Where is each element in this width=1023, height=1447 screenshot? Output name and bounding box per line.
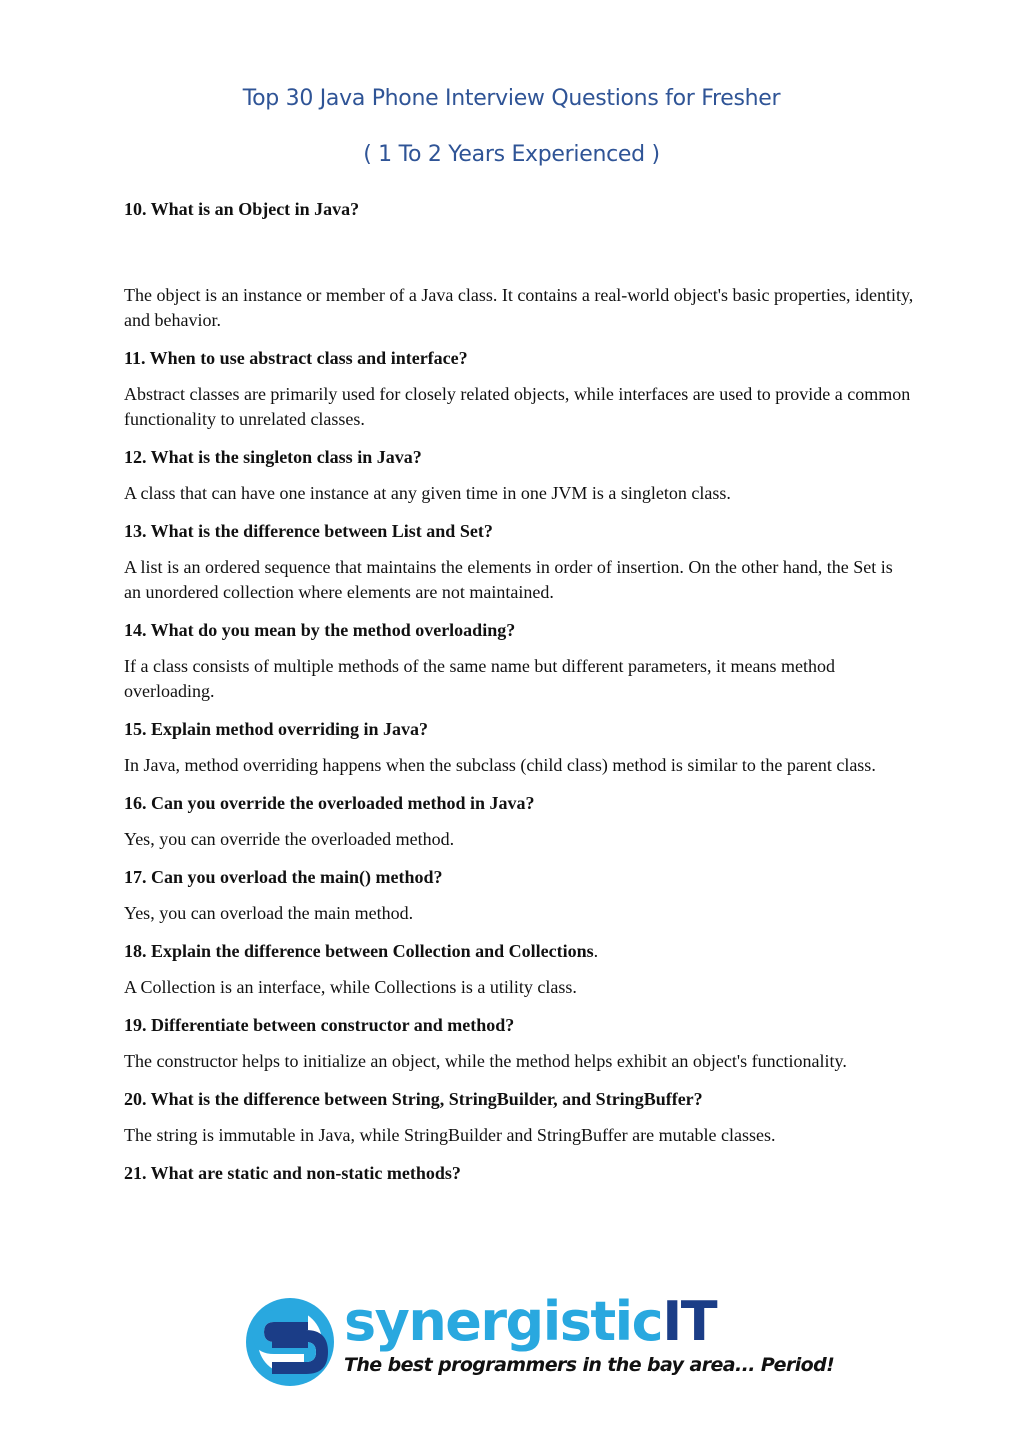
question: 16. Can you override the overloaded method in Java? [124, 793, 535, 813]
qa-item [124, 1088, 914, 1148]
answer: Yes, you can override the overloaded method. [124, 829, 455, 849]
answer: The string is immutable in Java, while StringBuilder and StringBuffer are mutable classes. [124, 1125, 776, 1145]
synergisticit-logo [244, 1290, 835, 1388]
answer: A class that can have one instance at any given time in one JVM is a singleton class. [124, 483, 731, 503]
page-title: Top 30 Java Phone Interview Questions for Fresher [242, 86, 781, 111]
question: 10. What is an Object in Java? [124, 199, 360, 219]
qa-item [124, 1162, 914, 1184]
answer: The object is an instance or member of a Java class. It contains a real-world object's basic properties, identity, and behavior. [124, 285, 914, 330]
question: 12. What is the singleton class in Java? [124, 447, 422, 467]
logo-word-accent: IT [662, 1290, 717, 1353]
qa-item [124, 866, 914, 926]
question [124, 940, 914, 962]
synergistic-s-logo-icon [244, 1296, 336, 1388]
qa-item [124, 718, 914, 778]
answer: A list is an ordered sequence that maintains the elements in order of insertion. On the other hand, the Set is an unordered collection where elements are not maintained. [124, 557, 893, 602]
qa-item [124, 198, 914, 333]
page-subtitle: ( 1 To 2 Years Experienced ) [363, 142, 660, 167]
question-text: 18. Explain the difference between Collection and Collections [124, 941, 594, 961]
answer: Yes, you can overload the main method. [124, 903, 414, 923]
answer: A Collection is an interface, while Collections is a utility class. [124, 977, 577, 997]
question: 19. Differentiate between constructor and method? [124, 1015, 515, 1035]
question: 20. What is the difference between String, StringBuilder, and StringBuffer? [124, 1089, 703, 1109]
qa-list [124, 198, 914, 1197]
question: 14. What do you mean by the method overloading? [124, 620, 516, 640]
answer: If a class consists of multiple methods of the same name but different parameters, it means method overloading. [124, 656, 835, 701]
question: 11. When to use abstract class and interface? [124, 348, 468, 368]
qa-item [124, 520, 914, 605]
qa-item [124, 347, 914, 432]
logo-word-main: synergistic [344, 1290, 663, 1353]
answer: Abstract classes are primarily used for closely related objects, while interfaces are used to provide a common functionality to unrelated classes. [124, 384, 911, 429]
qa-item [124, 940, 914, 1000]
question: 21. What are static and non-static methods? [124, 1163, 461, 1183]
qa-item [124, 1014, 914, 1074]
question-tail: . [593, 941, 599, 961]
question: 13. What is the difference between List and Set? [124, 521, 493, 541]
qa-item [124, 792, 914, 852]
question: 17. Can you overload the main() method? [124, 867, 443, 887]
qa-item [124, 446, 914, 506]
qa-item [124, 619, 914, 704]
logo-tagline: The best programmers in the bay area... Period! [344, 1354, 835, 1376]
question: 15. Explain method overriding in Java? [124, 719, 429, 739]
answer: The constructor helps to initialize an object, while the method helps exhibit an object's functionality. [124, 1051, 847, 1071]
answer: In Java, method overriding happens when the subclass (child class) method is similar to the parent class. [124, 755, 876, 775]
logo-wordmark [344, 1292, 716, 1352]
